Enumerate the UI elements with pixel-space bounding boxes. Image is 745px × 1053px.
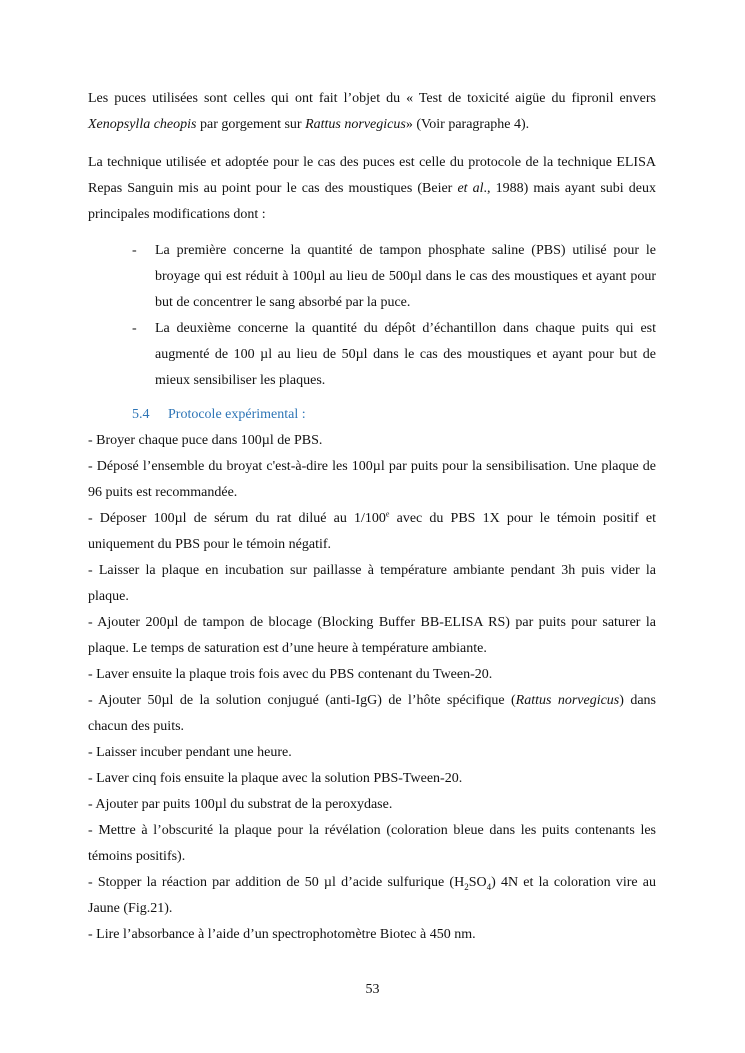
section-number: 5.4	[132, 407, 150, 422]
protocol-step: - Déposé l’ensemble du broyat c'est-à-dire les 100µl par puits pour la sensibilisation. Une plaque de 96 puits est recommandée.	[88, 459, 656, 500]
list-item: - La première concerne la quantité de tampon phosphate saline (PBS) utilisé pour le broyage qui est réduit à 100µl au lieu de 500µl dans le cas des moustiques et ayant pour but de concentrer le sang absorbé par la puce.	[132, 243, 656, 310]
protocol-step: - Stopper la réaction par addition de 50 µl d’acide sulfurique $(H_2SO_4)$ 4N et la coloration vire au Jaune (Fig.21).	[88, 875, 657, 916]
protocol-step: - Déposer 100µl de sérum du rat dilué au 1/100e avec du PBS 1X pour le témoin positif et uniquement du PBS pour le témoin négatif.	[88, 509, 656, 552]
modifications-list	[88, 238, 656, 394]
list-item: - La deuxième concerne la quantité du dépôt d’échantillon dans chaque puits qui est augmenté de 100 µl au lieu de 50µl dans le cas des moustiques et ayant pour but de mieux sensibiliser les plaques.	[132, 321, 656, 388]
protocol-step: - Broyer chaque puce dans 100µl de PBS.	[88, 433, 323, 448]
protocol-step: - Mettre à l’obscurité la plaque pour la révélation (coloration bleue dans les puits contenants les témoins positifs).	[88, 823, 656, 864]
intro-paragraph-2: La technique utilisée et adoptée pour le cas des puces est celle du protocole de la technique ELISA Repas Sanguin mis au point pour le cas des moustiques (Beier et al., 1988) mais ayant subi deux principales modifications dont :	[88, 155, 656, 222]
protocol-step: - Ajouter 50µl de la solution conjugué (anti-IgG) de l’hôte spécifique (Rattus norvegicus) dans chacun des puits.	[88, 693, 656, 734]
citation-et-al: et al	[457, 181, 484, 196]
species-name: Xenopsylla cheopis	[88, 117, 197, 132]
section-heading	[132, 402, 656, 428]
document-body	[88, 86, 656, 948]
species-name: Rattus norvegicus	[515, 693, 620, 708]
page-number: 53	[365, 982, 380, 997]
protocol-step: - Laisser incuber pendant une heure.	[88, 745, 292, 760]
protocol-step: - Laver ensuite la plaque trois fois avec du PBS contenant du Tween-20.	[88, 667, 493, 682]
protocol-step: - Lire l’absorbance à l’aide d’un spectrophotomètre Biotec à 450 nm.	[88, 927, 476, 942]
section-title: Protocole expérimental :	[168, 407, 306, 422]
intro-paragraph-1: Les puces utilisées sont celles qui ont fait l’objet du « Test de toxicité aigüe du fipronil envers Xenopsylla cheopis par gorgement sur Rattus norvegicus» (Voir paragraphe 4).	[88, 91, 656, 132]
protocol-step: - Laisser la plaque en incubation sur paillasse à température ambiante pendant 3h puis vider la plaque.	[88, 563, 656, 604]
protocol-step: - Ajouter par puits 100µl du substrat de la peroxydase.	[88, 797, 393, 812]
species-name: Rattus norvegicus	[305, 117, 406, 132]
protocol-step: - Laver cinq fois ensuite la plaque avec la solution PBS-Tween-20.	[88, 771, 463, 786]
protocol-step: - Ajouter 200µl de tampon de blocage (Blocking Buffer BB-ELISA RS) par puits pour saturer la plaque. Le temps de saturation est d’une heure à température ambiante.	[88, 615, 656, 656]
